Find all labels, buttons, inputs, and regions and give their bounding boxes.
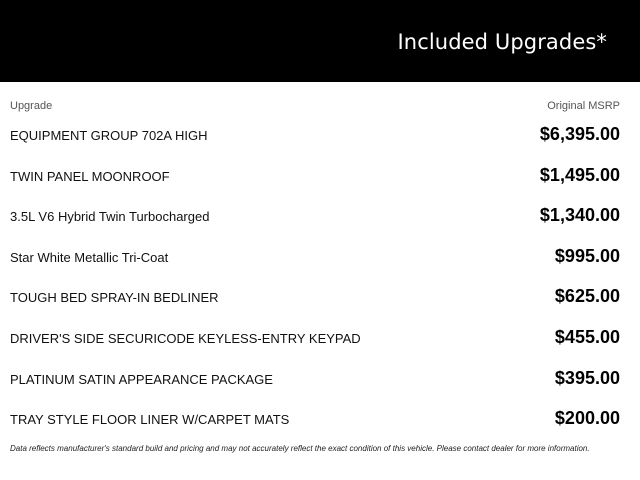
upgrade-price: $1,340.00 — [539, 205, 620, 226]
list-item — [10, 242, 620, 283]
disclaimer-text: Data reflects manufacturer's standard build and pricing and may not accurately reflect the exact condition of this vehicle. Please contact dealer for more information. — [10, 444, 590, 453]
upgrade-price: $395.00 — [554, 367, 620, 388]
list-item — [10, 120, 620, 161]
upgrade-name: DRIVER'S SIDE SECURICODE KEYLESS-ENTRY KEYPAD — [10, 330, 361, 346]
upgrade-name: PLATINUM SATIN APPEARANCE PACKAGE — [10, 371, 273, 387]
page-title: Included Upgrades* — [397, 30, 607, 54]
upgrade-price: $1,495.00 — [539, 164, 620, 185]
upgrade-name: TWIN PANEL MOONROOF — [10, 168, 170, 184]
list-item — [10, 364, 620, 405]
list-item — [10, 323, 620, 364]
upgrade-name: Star White Metallic Tri-Coat — [10, 249, 169, 265]
header-banner — [0, 0, 640, 82]
upgrade-name: EQUIPMENT GROUP 702A HIGH — [10, 128, 208, 143]
upgrade-price: $995.00 — [554, 245, 620, 266]
upgrade-price: $625.00 — [554, 286, 620, 307]
upgrade-column-header: Upgrade — [10, 100, 53, 112]
list-item — [10, 201, 620, 242]
list-item — [10, 404, 620, 445]
upgrade-price: $455.00 — [554, 326, 620, 347]
upgrade-price: $6,395.00 — [539, 124, 620, 144]
column-headers — [10, 100, 620, 114]
msrp-column-header: Original MSRP — [547, 100, 620, 112]
upgrade-name: TOUGH BED SPRAY-IN BEDLINER — [10, 290, 219, 306]
list-item — [10, 161, 620, 202]
list-item — [10, 282, 620, 323]
upgrade-name: 3.5L V6 Hybrid Twin Turbocharged — [10, 209, 210, 225]
upgrades-list — [10, 120, 620, 445]
upgrade-name: TRAY STYLE FLOOR LINER W/CARPET MATS — [10, 412, 290, 428]
upgrade-price: $200.00 — [554, 408, 620, 429]
